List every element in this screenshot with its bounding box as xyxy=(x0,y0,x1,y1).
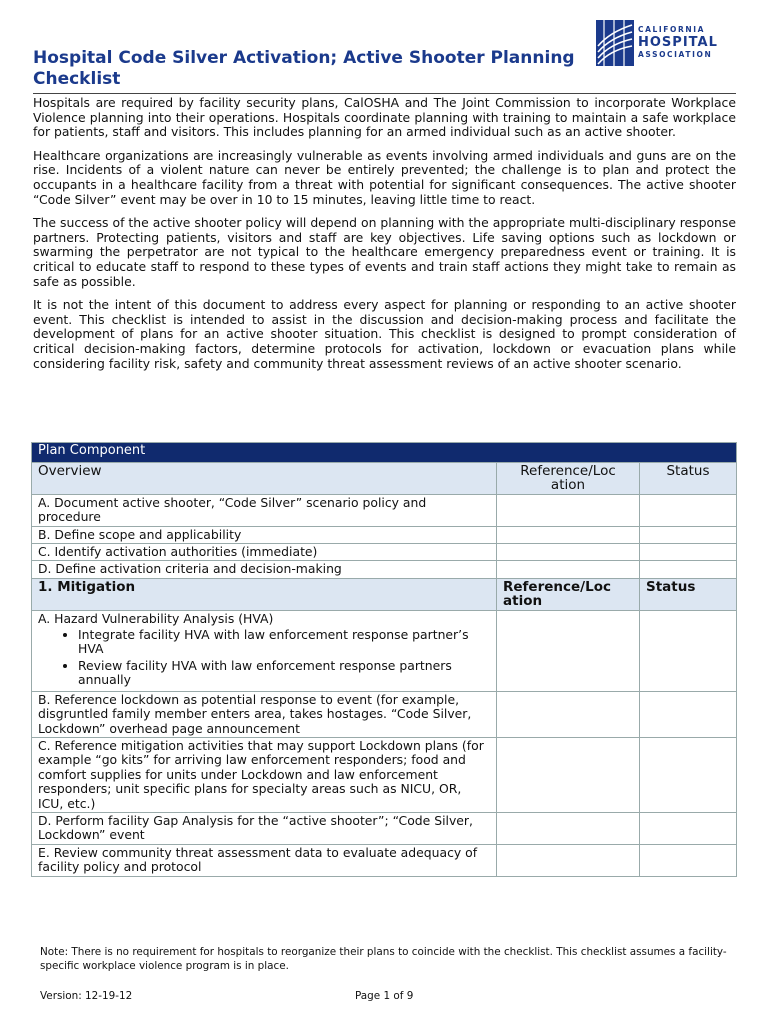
page-number: Page 1 of 9 xyxy=(355,990,414,1002)
table-row xyxy=(32,737,737,812)
status-column-header: Status xyxy=(640,578,737,610)
status-cell[interactable] xyxy=(640,737,737,812)
table-row xyxy=(32,691,737,737)
checklist-table xyxy=(31,442,737,877)
mitigation-item-a-bullets xyxy=(38,628,490,688)
overview-section-header xyxy=(32,463,737,495)
footnote: Note: There is no requirement for hospitals to reorganize their plans to coincide with the checklist. This checklist assumes a facility-specific workplace violence program is in place. xyxy=(40,946,727,972)
table-row xyxy=(32,610,737,691)
reference-cell[interactable] xyxy=(497,610,640,691)
table-row xyxy=(32,544,737,561)
reference-cell[interactable] xyxy=(497,494,640,526)
mitigation-item-c: C. Reference mitigation activities that may support Lockdown plans (for example “go kits” for arriving law enforcement responders; food and comfort supplies for units under Lockdown and law enforcement responders; unit specific plans for specialty areas such as NICU, OR, ICU, etc.) xyxy=(32,737,497,812)
status-cell[interactable] xyxy=(640,544,737,561)
mitigation-title: 1. Mitigation xyxy=(32,578,497,610)
mitigation-item-b: B. Reference lockdown as potential response to event (for example, disgruntled family member enters area, takes hostages. “Code Silver, Lockdown” overhead page announcement xyxy=(32,691,497,737)
table-row xyxy=(32,844,737,876)
intro-paragraph-4: It is not the intent of this document to address every aspect for planning or responding to an active shooter event. This checklist is intended to assist in the discussion and decision-making process and facilitate the development of plans for an active shooter situation. This checklist is designed to prompt consideration of critical decision-making factors, determine protocols for activation, lockdown or evacuation plans while considering facility risk, safety and community threat assessment reviews of an active shooter scenario. xyxy=(33,297,736,371)
table-row xyxy=(32,494,737,526)
mitigation-item-d: D. Perform facility Gap Analysis for the “active shooter”; “Code Silver, Lockdown” event xyxy=(32,812,497,844)
table-row xyxy=(32,812,737,844)
table-row xyxy=(32,561,737,578)
overview-item-b: B. Define scope and applicability xyxy=(32,526,497,543)
list-item: • Integrate facility HVA with law enforcement response partner’s HVA xyxy=(78,628,490,657)
intro-paragraph-3: The success of the active shooter policy will depend on planning with the appropriate multi-disciplinary response partners. Protecting patients, visitors and staff are key objectives. Life saving options such as lockdown or swarming the perpetrator are not typical to the healthcare emergency preparedness event or training. It is critical to educate staff to respond to these types of events and train staff actions they might take to remain as safe as possible. xyxy=(33,215,736,289)
overview-item-c: C. Identify activation authorities (immediate) xyxy=(32,544,497,561)
reference-column-header: Reference/Loc ation xyxy=(497,578,640,610)
document-title: Hospital Code Silver Activation; Active Shooter Planning Checklist xyxy=(33,48,575,89)
title-divider xyxy=(33,93,736,94)
logo-line-2: HOSPITAL xyxy=(638,34,718,50)
status-cell[interactable] xyxy=(640,844,737,876)
status-cell[interactable] xyxy=(640,610,737,691)
version-label: Version: 12-19-12 xyxy=(40,990,133,1002)
status-cell[interactable] xyxy=(640,812,737,844)
status-cell[interactable] xyxy=(640,494,737,526)
status-cell[interactable] xyxy=(640,526,737,543)
status-cell[interactable] xyxy=(640,561,737,578)
mitigation-item-a xyxy=(32,610,497,691)
intro-paragraph-2: Healthcare organizations are increasingly vulnerable as events involving armed individuals and guns are on the rise. Incidents of a violent nature can never be entirely prevented; the challenge is to plan and protect the occupants in a healthcare facility from a threat with potential for significant consequences. The active shooter “Code Silver” event may be over in 10 to 15 minutes, leaving little time to react. xyxy=(33,147,736,207)
list-item: • Review facility HVA with law enforcement response partners annually xyxy=(78,659,490,688)
reference-cell[interactable] xyxy=(497,526,640,543)
mitigation-item-a-label: A. Hazard Vulnerability Analysis (HVA) xyxy=(38,610,274,626)
mitigation-section-header xyxy=(32,578,737,610)
table-row xyxy=(32,526,737,543)
intro-text xyxy=(33,96,736,380)
overview-title: Overview xyxy=(32,463,497,495)
reference-cell[interactable] xyxy=(497,812,640,844)
overview-item-d: D. Define activation criteria and decision-making xyxy=(32,561,497,578)
logo-line-3: ASSOCIATION xyxy=(638,49,713,59)
reference-cell[interactable] xyxy=(497,691,640,737)
reference-cell[interactable] xyxy=(497,844,640,876)
reference-cell[interactable] xyxy=(497,737,640,812)
reference-column-header: Reference/Loc ation xyxy=(497,463,640,495)
logo-line-1: CALIFORNIA xyxy=(638,25,706,34)
plan-component-header: Plan Component xyxy=(32,443,737,463)
status-cell[interactable] xyxy=(640,691,737,737)
overview-item-a: A. Document active shooter, “Code Silver” scenario policy and procedure xyxy=(32,494,497,526)
mitigation-item-e: E. Review community threat assessment data to evaluate adequacy of facility policy and protocol xyxy=(32,844,497,876)
intro-paragraph-1: Hospitals are required by facility security plans, CalOSHA and The Joint Commission to incorporate Workplace Violence planning into their operations. Hospitals coordinate planning with training to maintain a safe workplace for patients, staff and visitors. This includes planning for an armed individual such as an active shooter. xyxy=(33,95,736,140)
reference-cell[interactable] xyxy=(497,544,640,561)
status-column-header: Status xyxy=(640,463,737,495)
reference-cell[interactable] xyxy=(497,561,640,578)
